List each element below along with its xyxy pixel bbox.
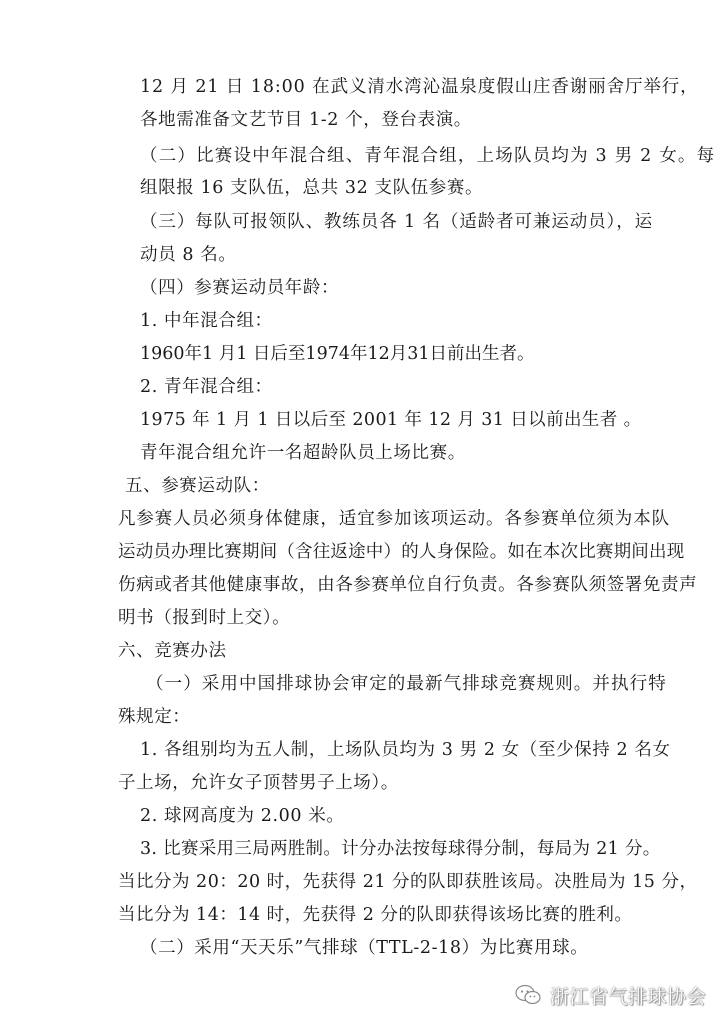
doc-line-25: 当比分为 20：20 时，先获得 21 分的队即获胜该局。决胜局为 15 分， <box>118 872 698 892</box>
doc-line-8: 1. 中年混合组： <box>140 311 273 331</box>
doc-line-17: 明书（报到时上交）。 <box>118 608 291 628</box>
doc-line-20: 殊规定： <box>118 707 191 727</box>
watermark <box>514 980 706 1010</box>
doc-line-16: 伤病或者其他健康事故，由各参赛单位自行负责。各参赛队须签署免责声 <box>118 575 698 595</box>
doc-line-23: 2. 球网高度为 2.00 米。 <box>140 806 345 826</box>
doc-line-1: 12 月 21 日 18:00 在武义清水湾沁温泉度假山庄香谢丽舍厅举行， <box>140 77 699 97</box>
doc-line-6: 动员 8 名。 <box>140 245 237 265</box>
doc-line-10: 2. 青年混合组： <box>140 377 273 397</box>
doc-line-18: 六、竞赛办法 <box>118 641 227 661</box>
doc-line-27: （二）采用“天天乐”气排球（TTL-2-18）为比赛用球。 <box>140 938 589 958</box>
doc-line-26: 当比分为 14：14 时，先获得 2 分的队即获得该场比赛的胜利。 <box>118 905 633 925</box>
wechat-icon <box>514 983 542 1007</box>
doc-line-14: 凡参赛人员必须身体健康，适宜参加该项运动。各参赛单位须为本队 <box>118 509 670 529</box>
doc-line-4: 组限报 16 支队伍，总共 32 支队伍参赛。 <box>140 178 484 198</box>
doc-line-15: 运动员办理比赛期间（含往返途中）的人身保险。如在本次比赛期间出现 <box>118 542 685 562</box>
doc-line-21: 1. 各组别均为五人制，上场队员均为 3 男 2 女（至少保持 2 名女 <box>140 740 671 760</box>
doc-line-12: 青年混合组允许一名超龄队员上场比赛。 <box>140 443 466 463</box>
watermark-text: 浙江省气排球协会 <box>549 985 706 1008</box>
doc-line-24: 3. 比赛采用三局两胜制。计分办法按每球得分制，每局为 21 分。 <box>140 839 661 859</box>
doc-line-7: （四）参赛运动员年龄： <box>140 278 340 298</box>
doc-line-9: 1960年1 月1 日后至1974年12月31日前出生者。 <box>140 344 535 364</box>
doc-line-5: （三）每队可报领队、教练员各 1 名（适龄者可兼运动员），运 <box>140 212 654 232</box>
doc-line-11: 1975 年 1 月 1 日以后至 2001 年 12 月 31 日以前出生者 。 <box>140 410 642 430</box>
doc-line-19: （一）采用中国排球协会审定的最新气排球竞赛规则。并执行特 <box>146 674 667 694</box>
doc-line-22: 子上场，允许女子顶替男子上场）。 <box>118 773 399 793</box>
doc-line-3: （二）比赛设中年混合组、青年混合组，上场队员均为 3 男 2 女。每 <box>140 146 716 166</box>
doc-line-13: 五、参赛运动队： <box>125 476 270 496</box>
doc-line-2: 各地需准备文艺节目 1-2 个，登台表演。 <box>140 110 472 130</box>
